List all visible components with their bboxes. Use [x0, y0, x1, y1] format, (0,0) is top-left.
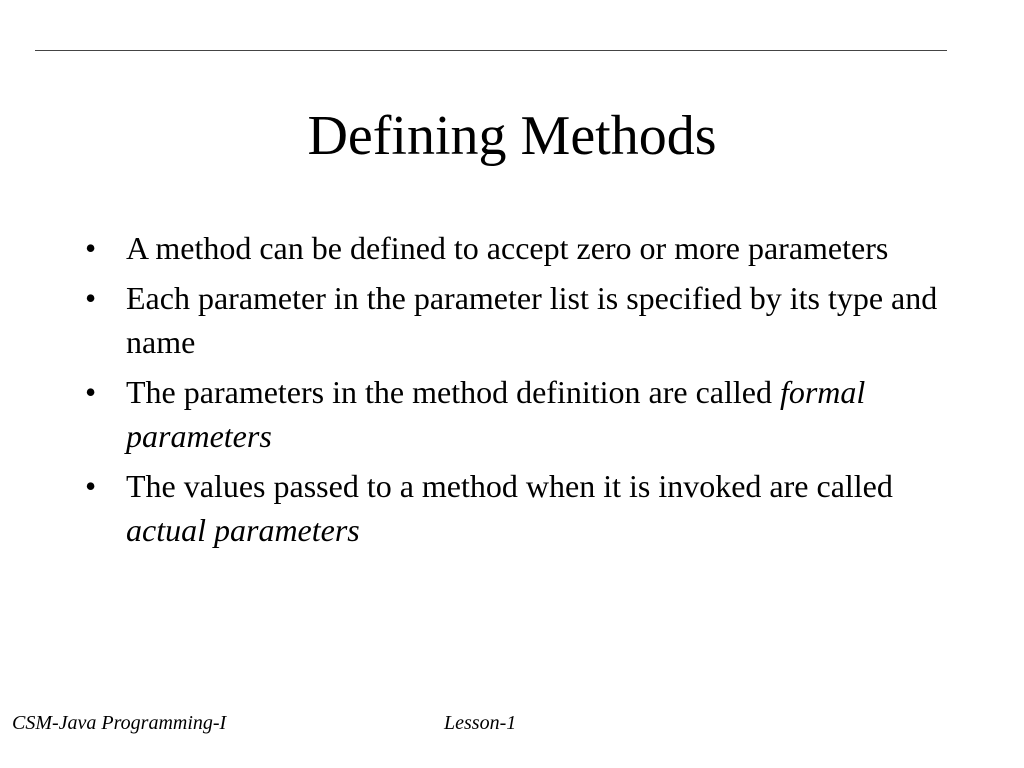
bullet-text: A method can be defined to accept zero or more parameters — [126, 230, 889, 266]
bullet-emphasis: actual parameters — [126, 512, 360, 548]
bullet-dot-icon: • — [85, 374, 97, 410]
top-divider — [35, 50, 947, 51]
bullet-item — [85, 464, 965, 552]
bullet-item — [85, 276, 965, 364]
slide-title: Defining Methods — [307, 105, 717, 167]
bullet-list — [85, 226, 965, 558]
bullet-text: Each parameter in the parameter list is specified by its type and name — [126, 280, 938, 360]
footer-course: CSM-Java Programming-I — [12, 712, 227, 734]
bullet-emphasis: formal parameters — [126, 374, 866, 454]
bullet-text: The parameters in the method definition are called — [126, 374, 780, 410]
bullet-item — [85, 370, 965, 458]
bullet-text: The values passed to a method when it is invoked are called — [126, 468, 893, 504]
bullet-dot-icon: • — [85, 468, 97, 504]
bullet-item — [85, 226, 965, 270]
bullet-dot-icon: • — [85, 280, 97, 316]
bullet-dot-icon: • — [85, 230, 97, 266]
footer-lesson: Lesson-1 — [444, 712, 517, 734]
